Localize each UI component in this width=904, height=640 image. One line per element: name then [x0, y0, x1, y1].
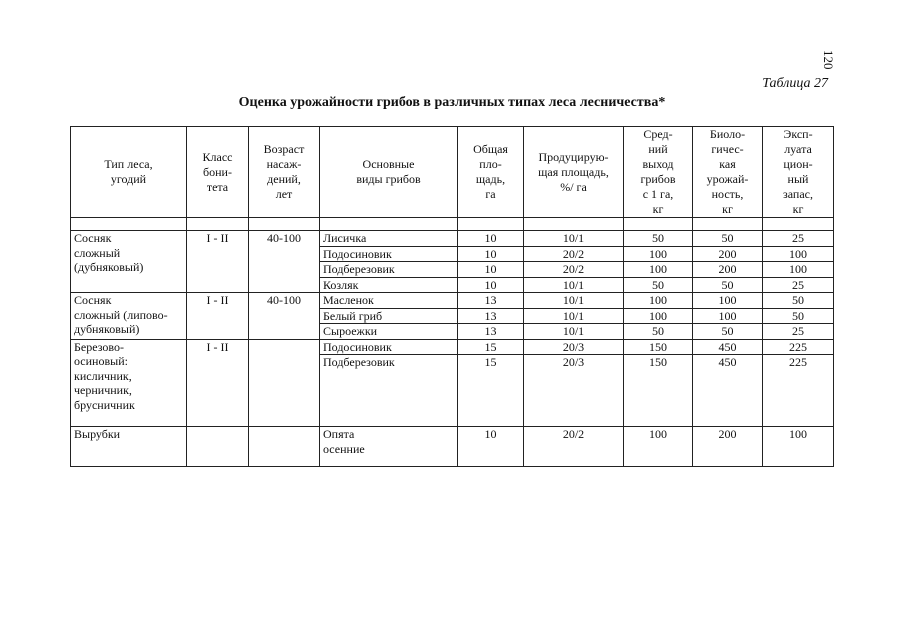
cell-forest-type: Сосняк сложный (дубняковый)	[71, 231, 187, 293]
cell-avg-yield: 50	[624, 277, 693, 293]
cell-stand-age	[249, 339, 320, 427]
header-exploit-stock: Эксп- луата цион- ный запас, кг	[763, 127, 834, 218]
cell-species: Подосиновик	[320, 339, 458, 355]
cell-productive-area: 20/3	[524, 355, 624, 427]
cell-total-area: 13	[458, 293, 524, 309]
mushroom-yield-table	[70, 126, 834, 467]
cell-exploit-stock: 25	[763, 231, 834, 247]
cell-productive-area: 10/1	[524, 231, 624, 247]
cell-exploit-stock: 50	[763, 293, 834, 309]
cell-avg-yield: 150	[624, 339, 693, 355]
table-label: Таблица 27	[762, 76, 828, 91]
cell-productive-area: 10/1	[524, 293, 624, 309]
cell-species: Лисичка	[320, 231, 458, 247]
cell-avg-yield: 100	[624, 262, 693, 278]
cell-productive-area: 20/3	[524, 339, 624, 355]
cell-total-area: 10	[458, 231, 524, 247]
cell-bio-yield: 100	[693, 308, 763, 324]
cell-bio-yield: 200	[693, 262, 763, 278]
cell-forest-type: Сосняк сложный (липово- дубняковый)	[71, 293, 187, 340]
table-row	[71, 339, 834, 355]
cell-bio-yield: 50	[693, 324, 763, 340]
header-avg-yield: Сред- ний выход грибов с 1 га, кг	[624, 127, 693, 218]
cell-stand-age	[249, 427, 320, 467]
cell-avg-yield: 100	[624, 427, 693, 467]
cell-exploit-stock: 225	[763, 339, 834, 355]
cell-total-area: 13	[458, 308, 524, 324]
spacer-row	[71, 218, 834, 231]
cell-site-class: I - II	[187, 293, 249, 340]
header-stand-age: Возраст насаж- дений, лет	[249, 127, 320, 218]
cell-bio-yield: 200	[693, 427, 763, 467]
cell-species: Опята осенние	[320, 427, 458, 467]
cell-exploit-stock: 100	[763, 427, 834, 467]
cell-total-area: 10	[458, 427, 524, 467]
cell-bio-yield: 450	[693, 339, 763, 355]
table-row	[71, 231, 834, 247]
table-row	[71, 427, 834, 467]
header-total-area: Общая пло- щадь, га	[458, 127, 524, 218]
cell-exploit-stock: 100	[763, 246, 834, 262]
header-row	[71, 127, 834, 218]
cell-avg-yield: 50	[624, 324, 693, 340]
cell-total-area: 15	[458, 355, 524, 427]
cell-species: Подберезовик	[320, 262, 458, 278]
header-bio-yield: Биоло- гичес- кая урожай- ность, кг	[693, 127, 763, 218]
cell-total-area: 10	[458, 246, 524, 262]
cell-bio-yield: 450	[693, 355, 763, 427]
cell-productive-area: 20/2	[524, 262, 624, 278]
cell-total-area: 13	[458, 324, 524, 340]
cell-site-class: I - II	[187, 339, 249, 427]
cell-avg-yield: 150	[624, 355, 693, 427]
cell-stand-age: 40-100	[249, 231, 320, 293]
cell-stand-age: 40-100	[249, 293, 320, 340]
cell-productive-area: 10/1	[524, 277, 624, 293]
cell-total-area: 10	[458, 277, 524, 293]
cell-exploit-stock: 50	[763, 308, 834, 324]
table-row	[71, 293, 834, 309]
document-title: Оценка урожайности грибов в различных типах леса лесничества*	[238, 95, 666, 110]
cell-species: Козляк	[320, 277, 458, 293]
cell-forest-type: Березово- осиновый: кисличник, черничник, брусничник	[71, 339, 187, 427]
cell-productive-area: 20/2	[524, 427, 624, 467]
cell-avg-yield: 100	[624, 308, 693, 324]
cell-total-area: 15	[458, 339, 524, 355]
cell-species: Масленок	[320, 293, 458, 309]
header-site-class: Класс бони- тета	[187, 127, 249, 218]
cell-species: Подберезовик	[320, 355, 458, 427]
header-species: Основные виды грибов	[320, 127, 458, 218]
cell-species: Сыроежки	[320, 324, 458, 340]
cell-site-class: I - II	[187, 231, 249, 293]
cell-productive-area: 10/1	[524, 324, 624, 340]
cell-exploit-stock: 25	[763, 324, 834, 340]
cell-forest-type: Вырубки	[71, 427, 187, 467]
cell-bio-yield: 50	[693, 277, 763, 293]
cell-exploit-stock: 225	[763, 355, 834, 427]
page-number: 120	[821, 50, 836, 70]
cell-productive-area: 20/2	[524, 246, 624, 262]
cell-bio-yield: 100	[693, 293, 763, 309]
cell-avg-yield: 50	[624, 231, 693, 247]
cell-avg-yield: 100	[624, 246, 693, 262]
cell-bio-yield: 200	[693, 246, 763, 262]
cell-productive-area: 10/1	[524, 308, 624, 324]
cell-bio-yield: 50	[693, 231, 763, 247]
cell-site-class	[187, 427, 249, 467]
cell-avg-yield: 100	[624, 293, 693, 309]
header-productive-area: Продуцирую- щая площадь, %/ га	[524, 127, 624, 218]
cell-exploit-stock: 25	[763, 277, 834, 293]
cell-total-area: 10	[458, 262, 524, 278]
cell-exploit-stock: 100	[763, 262, 834, 278]
cell-species: Подосиновик	[320, 246, 458, 262]
cell-species: Белый гриб	[320, 308, 458, 324]
header-forest-type: Тип леса, угодий	[71, 127, 187, 218]
